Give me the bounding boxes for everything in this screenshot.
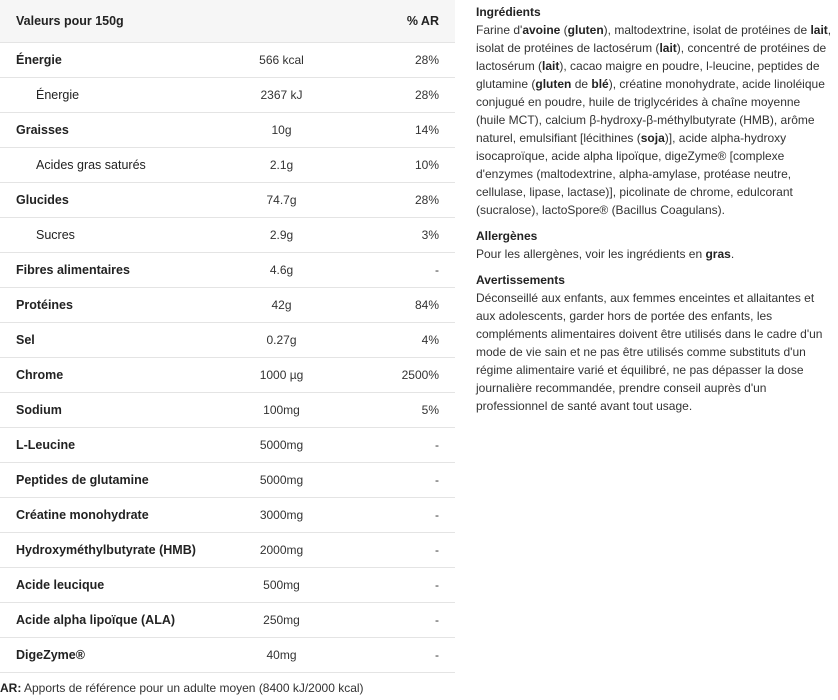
- nutrition-row: [0, 183, 455, 218]
- nutrient-ar: 3%: [421, 228, 439, 242]
- nutrient-name: Énergie: [16, 53, 62, 67]
- nutrition-row: [0, 638, 455, 673]
- nutrient-value: 1000 µg: [259, 368, 304, 382]
- footnote-text: Apports de référence pour un adulte moyen (8400 kJ/2000 kcal): [21, 681, 364, 695]
- ingredients-segment: de: [571, 77, 592, 91]
- nutrient-ar: -: [435, 543, 439, 557]
- nutrient-ar: 5%: [421, 403, 439, 417]
- nutrient-value: 2367 kJ: [260, 88, 303, 102]
- allergens-text-before: Pour les allergènes, voir les ingrédients en: [476, 247, 706, 261]
- nutrition-row: [0, 78, 455, 113]
- footnote-label: AR:: [0, 681, 22, 695]
- nutrient-name: L-Leucine: [16, 438, 76, 452]
- nutrient-name: Énergie: [36, 88, 80, 102]
- ingredients-segment: ), concentré de protéines de lactosérum (: [476, 41, 827, 73]
- nutrient-value: 566 kcal: [259, 53, 304, 67]
- header-label: Valeurs pour 150g: [16, 14, 124, 28]
- nutrient-name: Chrome: [16, 368, 64, 382]
- ingredients-segment: Farine d': [476, 23, 523, 37]
- nutrition-row: [0, 288, 455, 323]
- ar-footnote: [0, 681, 364, 695]
- nutrient-name: Acide leucique: [16, 578, 105, 592]
- allergens-text: [476, 245, 832, 263]
- nutrition-row: [0, 533, 455, 568]
- nutrient-name: Acide alpha lipoïque (ALA): [16, 613, 176, 627]
- allergen-highlight: avoine: [522, 23, 561, 37]
- nutrition-row: [0, 218, 455, 253]
- nutrient-value: 250mg: [263, 613, 300, 627]
- nutrient-ar: 10%: [414, 158, 439, 172]
- ingredients-segment: ), créatine monohydrate, acide linoléique conjugué en poudre, huile de triglycérides à chaîne moyenne (huile MCT), calcium β-hydroxy-β-méthylbutyrate (HMB), arôme naturel, emulsifiant [lécithines (: [476, 77, 825, 145]
- nutrition-row: [0, 603, 455, 638]
- nutrient-value: 10g: [271, 123, 292, 137]
- nutrient-ar: -: [435, 263, 439, 277]
- ingredients-segment: ), maltodextrine, isolat de protéines de: [603, 23, 811, 37]
- nutrition-row: [0, 43, 455, 78]
- nutrition-row: [0, 393, 455, 428]
- ingredients-segment: ), cacao maigre en poudre, l-leucine, peptides de glutamine (: [476, 59, 820, 91]
- nutrient-ar: -: [435, 648, 439, 662]
- ingredients-title: Ingrédients: [476, 5, 541, 19]
- nutrition-row: [0, 428, 455, 463]
- nutrition-row: [0, 253, 455, 288]
- nutrient-ar: 4%: [421, 333, 439, 347]
- nutrient-value: 40mg: [266, 648, 297, 662]
- nutrient-value: 5000mg: [259, 438, 304, 452]
- nutrient-name: Protéines: [16, 298, 73, 312]
- allergens-text-after: .: [730, 247, 735, 261]
- nutrient-name: Créatine monohydrate: [16, 508, 149, 522]
- nutrient-value: 3000mg: [259, 508, 304, 522]
- nutrient-name: Glucides: [16, 193, 69, 207]
- nutrient-name: Peptides de glutamine: [16, 473, 149, 487]
- allergen-highlight: lait: [542, 59, 560, 73]
- nutrient-value: 2000mg: [259, 543, 304, 557]
- nutrient-ar: -: [435, 508, 439, 522]
- allergen-highlight: lait: [810, 23, 828, 37]
- allergen-highlight: blé: [591, 77, 609, 91]
- nutrient-ar: 28%: [414, 193, 439, 207]
- nutrient-value: 42g: [271, 298, 292, 312]
- nutrient-name: Sel: [16, 333, 35, 347]
- nutrient-ar: 2500%: [401, 368, 439, 382]
- nutrient-value: 100mg: [263, 403, 300, 417]
- ingredients-segment: , isolat de protéines de lactosérum (: [476, 23, 832, 55]
- allergens-title: Allergènes: [476, 229, 538, 243]
- nutrition-row: [0, 323, 455, 358]
- nutrient-ar: 28%: [414, 53, 439, 67]
- warnings-text: Déconseillé aux enfants, aux femmes enceintes et allaitantes et aux adolescents, garder hors de portée des enfants, les compléments alimentaires doivent être utilisés dans le cadre d'un mode de vie sain et ne pas être utilisés comme substituts d'un régime alimentaire varié et équilibré, ne pas dépasser la dose journalière recommandée, prendre conseil auprès d'un professionnel de santé avant tout usage.: [476, 291, 823, 413]
- nutrient-ar: -: [435, 438, 439, 452]
- nutrient-value: 74.7g: [266, 193, 297, 207]
- nutrition-row: [0, 113, 455, 148]
- nutrient-value: 4.6g: [269, 263, 294, 277]
- warnings-title: Avertissements: [476, 273, 565, 287]
- nutrient-name: Graisses: [16, 123, 69, 137]
- ingredients-segment: )], acide alpha-hydroxy isocaproïque, acide alpha lipoïque, digeZyme® [complexe d'enzymes (maltodextrine, alpha-amylase, protéase neutre, cellulase, lipase, lactase)], picolinate de chrome, edulcorant (sucralose), lactoSpore® (Bacillus Coagulans).: [476, 131, 793, 217]
- nutrient-ar: -: [435, 613, 439, 627]
- nutrient-name: Sucres: [36, 228, 75, 242]
- nutrient-ar: -: [435, 473, 439, 487]
- nutrition-table-header: [0, 0, 455, 43]
- allergen-highlight: soja: [640, 131, 665, 145]
- nutrition-row: [0, 148, 455, 183]
- nutrition-rows: [0, 43, 455, 673]
- product-info: [476, 3, 832, 423]
- nutrient-name: Hydroxyméthylbutyrate (HMB): [16, 543, 196, 557]
- allergen-highlight: lait: [659, 41, 677, 55]
- nutrient-ar: 28%: [414, 88, 439, 102]
- ingredients-segment: (: [560, 23, 568, 37]
- nutrition-row: [0, 568, 455, 603]
- nutrient-value: 0.27g: [266, 333, 297, 347]
- allergens-bold-word: gras: [705, 247, 731, 261]
- nutrient-name: DigeZyme®: [16, 648, 85, 662]
- nutrition-row: [0, 463, 455, 498]
- nutrient-value: 2.9g: [269, 228, 294, 242]
- allergen-highlight: gluten: [567, 23, 604, 37]
- nutrient-value: 500mg: [263, 578, 300, 592]
- ingredients-text: [476, 21, 832, 219]
- nutrition-row: [0, 498, 455, 533]
- nutrient-name: Acides gras saturés: [36, 158, 146, 172]
- nutrient-value: 5000mg: [259, 473, 304, 487]
- nutrient-ar: -: [435, 578, 439, 592]
- nutrient-name: Sodium: [16, 403, 62, 417]
- nutrient-ar: 84%: [414, 298, 439, 312]
- allergen-highlight: gluten: [535, 77, 572, 91]
- nutrient-ar: 14%: [414, 123, 439, 137]
- nutrient-name: Fibres alimentaires: [16, 263, 130, 277]
- header-ar: % AR: [406, 14, 439, 28]
- nutrition-row: [0, 358, 455, 393]
- nutrient-value: 2.1g: [269, 158, 294, 172]
